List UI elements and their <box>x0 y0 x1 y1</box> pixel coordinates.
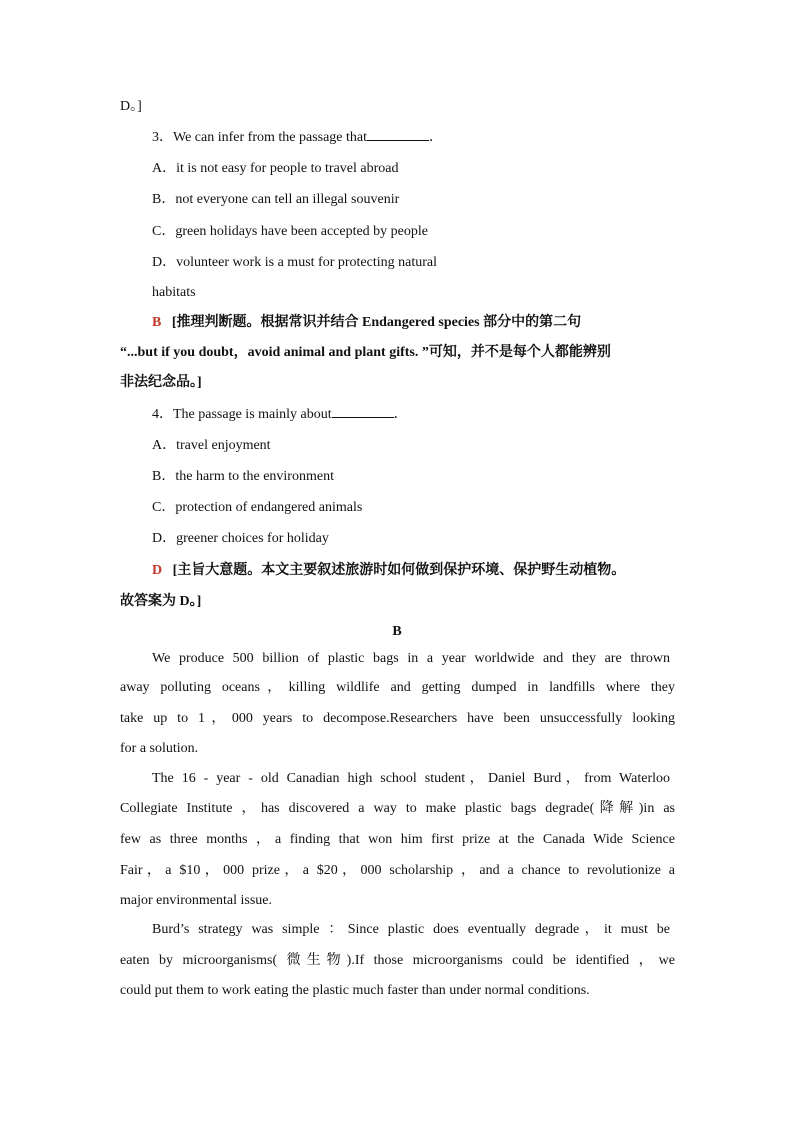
answer-blank <box>332 405 394 418</box>
passage-p2-line-3: few as three months ，a finding that won him first prize at the Canada Wide Science <box>120 832 675 847</box>
question-4-stem <box>152 405 707 425</box>
answer-blank <box>367 128 429 141</box>
passage-p2-line-5: major environmental issue. <box>120 893 273 908</box>
passage-p3-line-1: Burd’s strategy was simple ：Since plastic does eventually degrade，it must be <box>152 922 670 937</box>
question-4-stem-end: ． <box>393 407 408 422</box>
question-3-stem-text: 3．We can infer from the passage that <box>152 130 368 145</box>
question-4-option-d: D．greener choices for holiday <box>152 531 329 546</box>
passage-p3-line-2: eaten by microorganisms( 微生物).If those microorganisms could be identified ，we <box>120 953 675 968</box>
question-4-option-b: B．the harm to the environment <box>152 469 334 484</box>
passage-p1-line-3: take up to 1，000 years to decompose.Researchers have been unsuccessfully looking <box>120 711 675 726</box>
question-4-explanation-line-1 <box>152 561 675 581</box>
question-3-option-c: C．green holidays have been accepted by people <box>152 224 429 239</box>
question-3-option-a: A．it is not easy for people to travel abroad <box>152 161 399 176</box>
previous-answer-end: D。] <box>120 99 142 114</box>
question-3-stem <box>152 128 707 148</box>
passage-p2-line-2: Collegiate Institute ，has discovered a way to make plastic bags degrade(降解)in as <box>120 801 675 816</box>
question-3-explanation-line-3: 非法纪念品。] <box>120 375 202 390</box>
section-heading: B <box>392 624 402 639</box>
question-3-explanation-line-2: “...but if you doubt，avoid animal and plant gifts. ”可知，并不是每个人都能辨别 <box>120 345 611 360</box>
question-4-stem-text: 4．The passage is mainly about <box>152 407 332 422</box>
question-3-option-d-continued: habitats <box>152 285 196 300</box>
question-3-answer-letter: B <box>152 315 162 330</box>
question-4-option-a: A．travel enjoyment <box>152 438 271 453</box>
question-3-stem-end: ． <box>429 130 444 145</box>
question-3-option-d: D．volunteer work is a must for protecting natural <box>152 255 437 270</box>
question-4-answer-letter: D <box>152 563 163 578</box>
question-4-explanation-line-2: 故答案为 D。] <box>120 594 202 609</box>
question-3-option-b: B．not everyone can tell an illegal souvenir <box>152 192 400 207</box>
passage-p3-line-3: could put them to work eating the plastic much faster than under normal conditions. <box>120 983 590 998</box>
question-3-explanation-line-1 <box>152 313 675 333</box>
passage-p2-line-4: Fair，a $10，000 prize，a $20，000 scholarship ，and a chance to revolutionize a <box>120 863 675 878</box>
passage-p1-line-2: away polluting oceans，killing wildlife and getting dumped in landfills where they <box>120 680 675 695</box>
passage-p1-line-4: for a solution. <box>120 741 199 756</box>
question-4-explanation-text: [主旨大意题。本文主要叙述旅游时如何做到保护环境、保护野生动植物。 <box>172 563 626 578</box>
question-4-option-c: C．protection of endangered animals <box>152 500 363 515</box>
passage-p2-line-1: The 16 - year - old Canadian high school student，Daniel Burd，from Waterloo <box>152 771 670 786</box>
question-3-explanation-text: [推理判断题。根据常识并结合 Endangered species 部分中的第二句 <box>171 315 582 330</box>
passage-p1-line-1: We produce 500 billion of plastic bags in a year worldwide and they are thrown <box>152 651 670 666</box>
